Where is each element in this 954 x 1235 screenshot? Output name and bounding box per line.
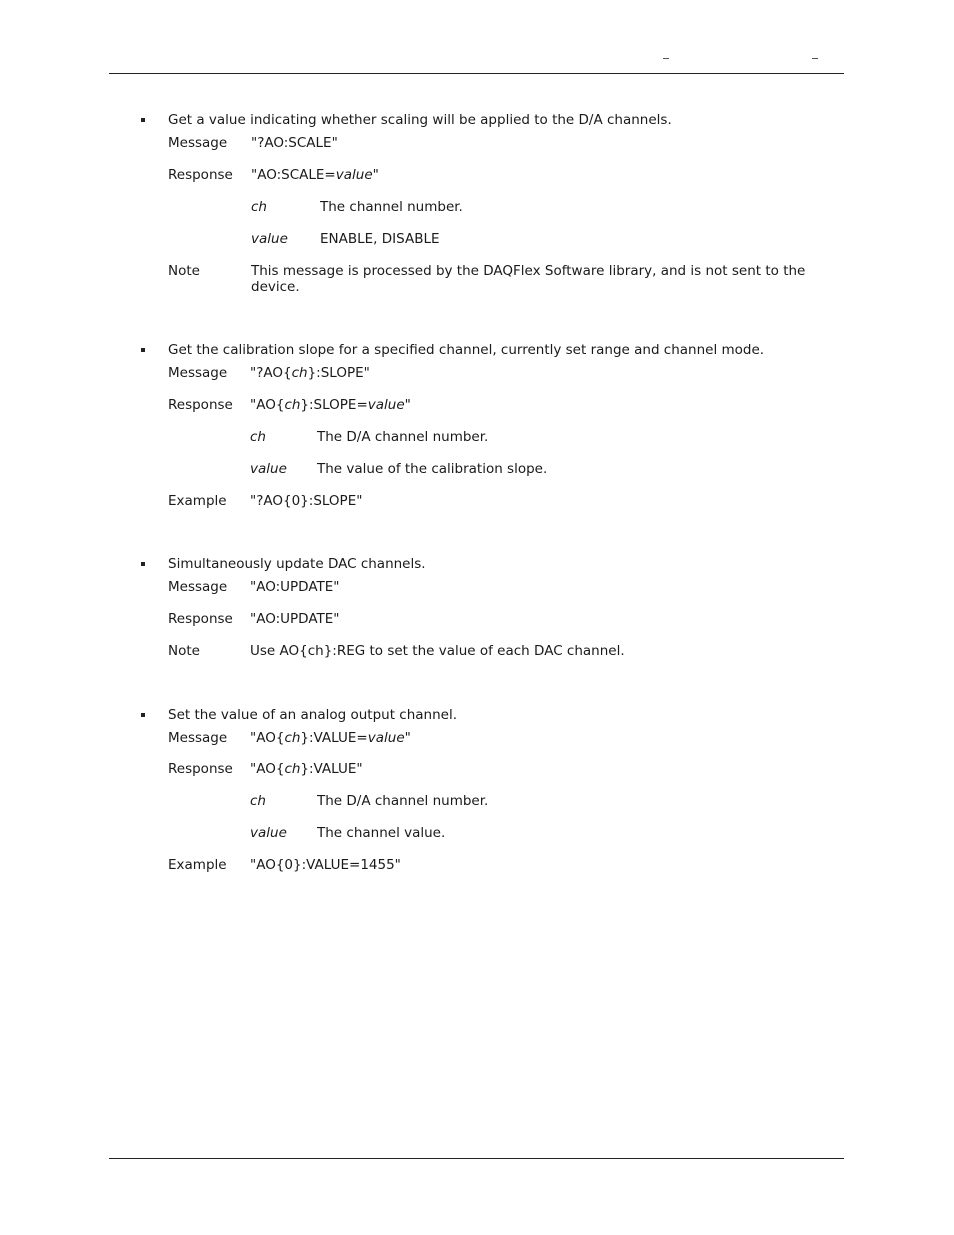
param-desc: The D/A channel number. bbox=[317, 793, 489, 809]
header-rule bbox=[109, 73, 844, 74]
example-label: Example bbox=[168, 493, 227, 509]
header-mark bbox=[812, 58, 818, 59]
param-desc: ENABLE, DISABLE bbox=[320, 231, 440, 247]
param-desc: The value of the calibration slope. bbox=[317, 461, 548, 477]
param-desc: The channel value. bbox=[317, 825, 446, 841]
note-text: Use AO{ch}:REG to set the value of each DAC channel. bbox=[250, 643, 625, 659]
section-title: Get the calibration slope for a specified channel, currently set range and channel mode. bbox=[168, 342, 765, 358]
example-label: Example bbox=[168, 857, 227, 873]
header-mark bbox=[663, 58, 669, 59]
message-value: "?AO{ch}:SLOPE" bbox=[250, 365, 370, 381]
example-value: "AO{0}:VALUE=1455" bbox=[250, 857, 401, 873]
message-label: Message bbox=[168, 579, 228, 595]
param-name: ch bbox=[250, 429, 266, 445]
response-label: Response bbox=[168, 761, 233, 777]
param-name: value bbox=[250, 461, 287, 477]
message-label: Message bbox=[168, 365, 228, 381]
bullet-icon bbox=[141, 348, 145, 352]
param-name: value bbox=[251, 231, 288, 247]
bullet-icon bbox=[141, 562, 145, 566]
section-title: Get a value indicating whether scaling will be applied to the D/A channels. bbox=[168, 112, 672, 128]
response-value: "AO:SCALE=value" bbox=[251, 167, 379, 183]
response-value: "AO{ch}:SLOPE=value" bbox=[250, 397, 411, 413]
bullet-icon bbox=[141, 713, 145, 717]
message-label: Message bbox=[168, 135, 228, 151]
section-title: Set the value of an analog output channel. bbox=[168, 707, 457, 723]
message-value: "AO{ch}:VALUE=value" bbox=[250, 730, 411, 746]
param-desc: The D/A channel number. bbox=[317, 429, 489, 445]
response-value: "AO{ch}:VALUE" bbox=[250, 761, 363, 777]
footer-rule bbox=[109, 1158, 844, 1159]
param-name: value bbox=[250, 825, 287, 841]
message-value: "?AO:SCALE" bbox=[251, 135, 338, 151]
bullet-icon bbox=[141, 118, 145, 122]
response-label: Response bbox=[168, 167, 233, 183]
param-desc: The channel number. bbox=[320, 199, 463, 215]
message-value: "AO:UPDATE" bbox=[250, 579, 340, 595]
example-value: "?AO{0}:SLOPE" bbox=[250, 493, 363, 509]
response-label: Response bbox=[168, 397, 233, 413]
note-label: Note bbox=[168, 643, 200, 659]
note-label: Note bbox=[168, 263, 200, 279]
param-name: ch bbox=[250, 793, 266, 809]
note-text: This message is processed by the DAQFlex Software library, and is not sent to the device. bbox=[251, 263, 806, 295]
response-value: "AO:UPDATE" bbox=[250, 611, 340, 627]
message-label: Message bbox=[168, 730, 228, 746]
param-name: ch bbox=[251, 199, 267, 215]
section-title: Simultaneously update DAC channels. bbox=[168, 556, 426, 572]
response-label: Response bbox=[168, 611, 233, 627]
